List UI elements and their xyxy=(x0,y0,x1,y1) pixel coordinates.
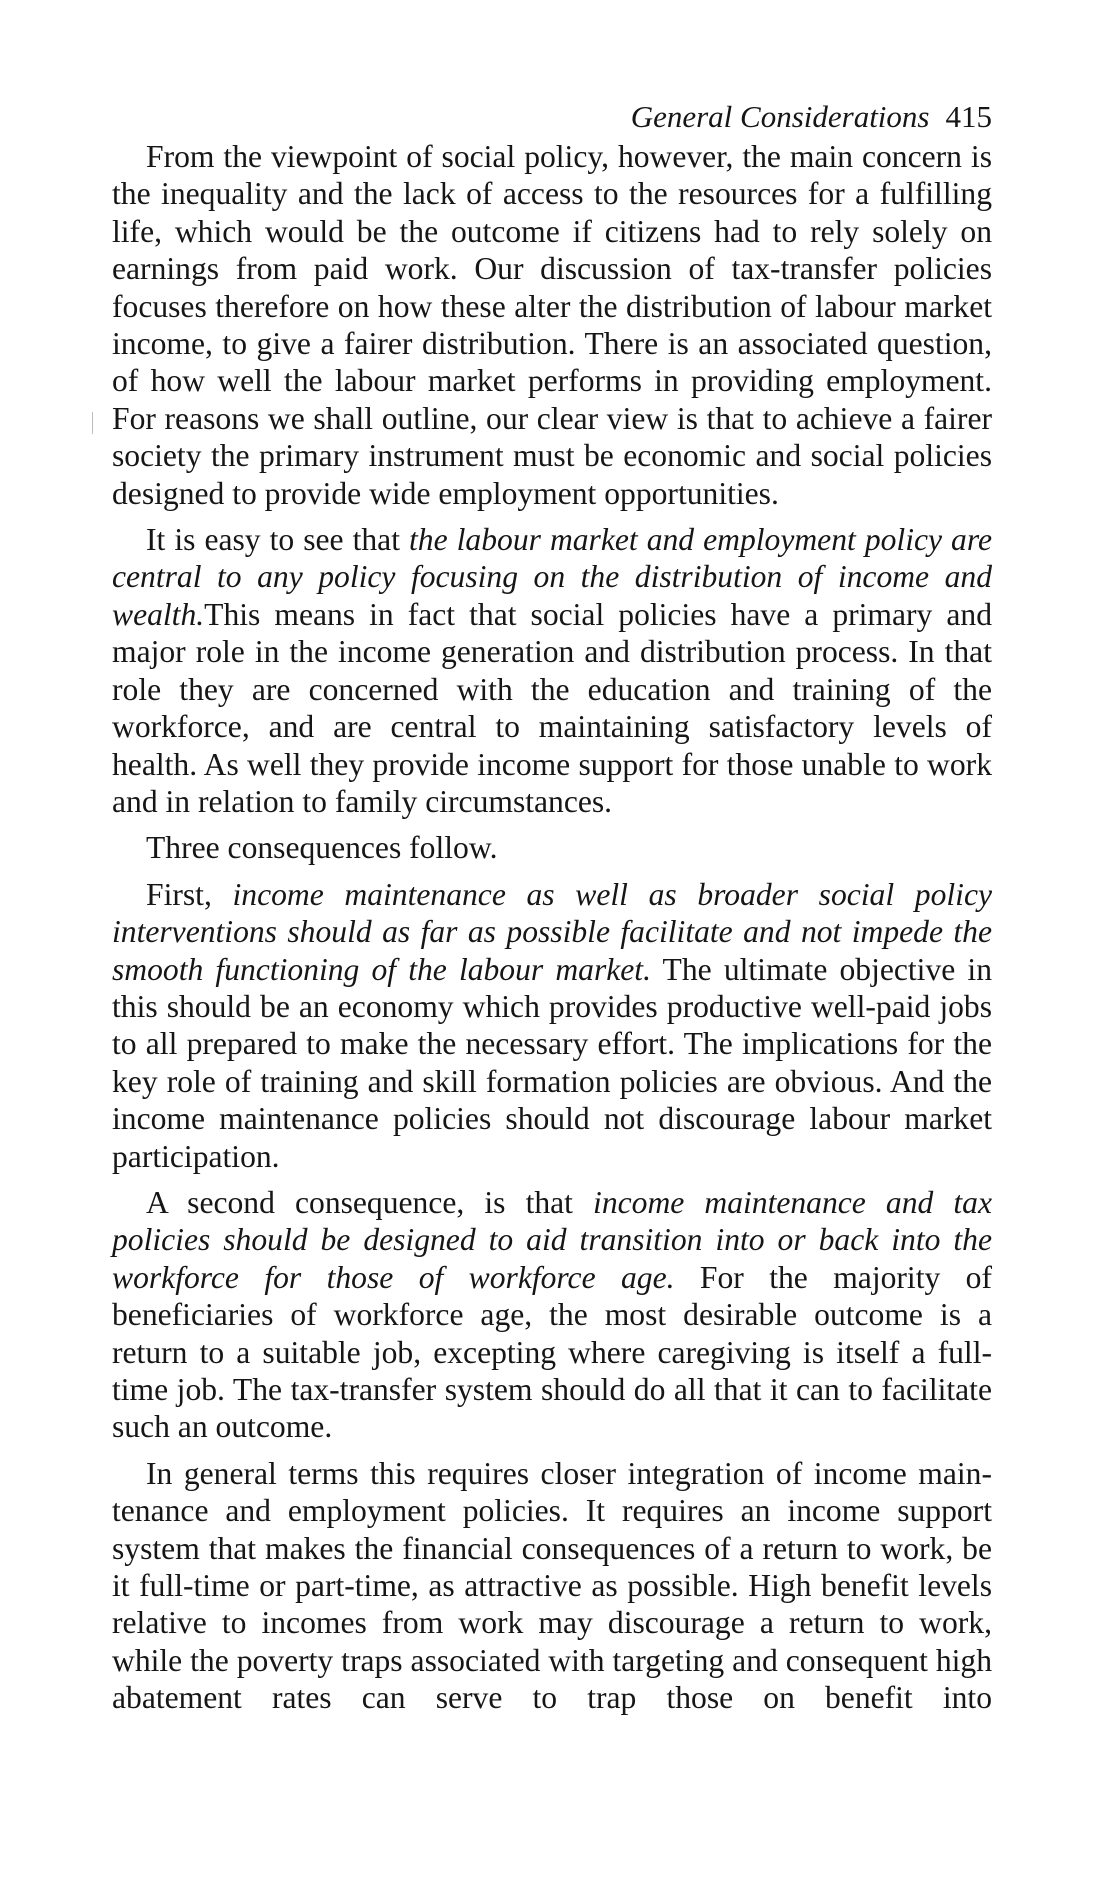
text-segment: The ultimate objective in this should be an economy which provides productive well-paid jobs to all prepared to make the necessary effort. The implications for the key role of training and skill formation policies are obvious. And the income maintenance policies should not discourage labour market participation. xyxy=(112,951,992,1174)
text-segment: This means in fact that social policies have a primary and major role in the income generation and distribution process. In that role they are concerned with the education and training of the workforce, and are central to maintaining satisfactory levels of health. As well they provide income support for those unable to work and in relation to family circumstances. xyxy=(112,596,992,819)
text-segment: Three consequences follow. xyxy=(146,830,498,866)
text-segment: A second consequence, is that xyxy=(146,1184,594,1220)
text-segment: In general terms this requires closer integration of income maintenance and employment policies. It requires an income support system that makes the financial consequences of a return to work, be it full-time or part-time, as attractive as possible. High benefit levels relative to incomes from work may discourage a return to work, while the poverty traps associated with targeting and consequent high abatement rates can serve to trap those on benefit into xyxy=(112,1455,992,1716)
paragraph-3 xyxy=(112,829,992,866)
paragraph-6 xyxy=(112,1455,992,1717)
italic-segment: income maintenance as well as broader social policy interventions should as far as possible facilitate and not impede the smooth functioning of the labour market. xyxy=(112,876,992,987)
paragraph-1 xyxy=(112,138,992,512)
page-number: 415 xyxy=(945,99,992,134)
body-text xyxy=(112,138,992,1717)
text-segment: For the majority of beneficiaries of workforce age, the most desirable outcome is a return to a suitable job, excepting where caregiving is itself a full-time job. The tax-transfer system should do all that it can to facilitate such an outcome. xyxy=(112,1259,992,1445)
italic-segment: the labour market and employment policy are central to any policy focusing on the distribution of income and wealth. xyxy=(112,522,992,632)
paragraph-4 xyxy=(112,876,992,1175)
text-segment: From the viewpoint of social policy, however, the main concern is the inequality and the lack of access to the resources for a fulfilling life, which would be the outcome if citizens had to rely solely on earnings from paid work. Our discussion of tax-transfer policies focuses therefore on how these alter the distribution of labour market income, to give a fairer distribution. There is an associated question, of how well the labour market performs in providing employment. For reasons we shall outline, our clear view is that to achieve a fairer society the primary instrument must be economic and social policies designed to provide wide employment opportunities. xyxy=(112,139,992,511)
paragraph-2 xyxy=(112,521,992,820)
paragraph-5 xyxy=(112,1184,992,1446)
italic-segment: income maintenance and tax policies should be designed to aid transition into or back into the workforce for those of workforce age. xyxy=(112,1184,992,1295)
running-title: General Considerations xyxy=(630,99,930,134)
running-head xyxy=(112,100,992,138)
margin-mark xyxy=(92,412,93,434)
text-segment: It is easy to see that xyxy=(146,522,410,558)
text-segment: First, xyxy=(146,876,233,912)
book-page xyxy=(112,100,992,1717)
